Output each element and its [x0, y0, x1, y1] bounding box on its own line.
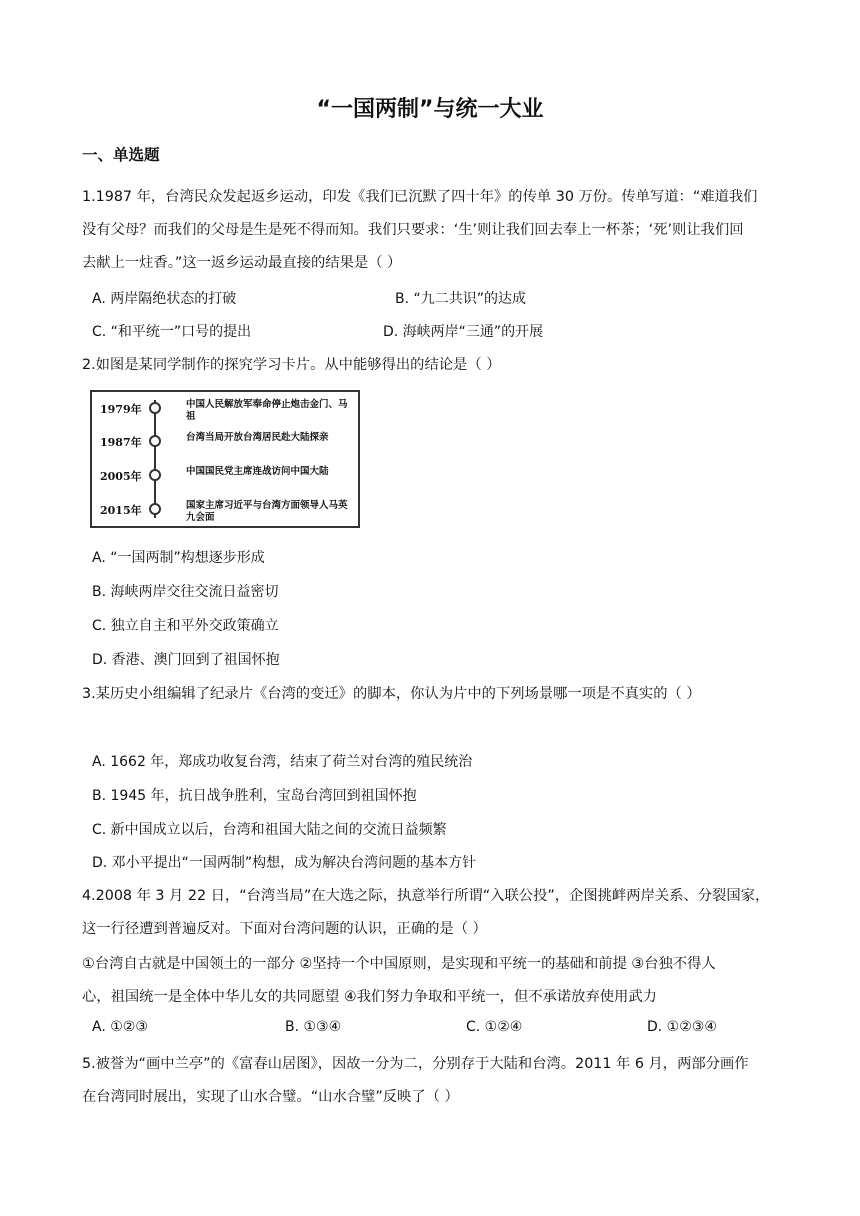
q1-option-d: D. 海峡两岸“三通”的开展 [383, 324, 544, 340]
q5-stem-line-1: 5.被誉为“画中兰亭”的《富春山居图》，因故一分为二，分别存于大陆和台湾。2011 年 6 月，两部分画作 [82, 1056, 749, 1072]
q4-option-d: D. ①②③④ [647, 1019, 717, 1035]
timeline-event: 中国人民解放军奉命停止炮击金门、马祖 [186, 399, 348, 422]
q1-option-a: A. 两岸隔绝状态的打破 [92, 291, 237, 307]
q5-stem-line-2: 在台湾同时展出，实现了山水合璧。“山水合璧”反映了（ ） [82, 1089, 459, 1105]
q1-option-c: C. “和平统一”口号的提出 [92, 324, 252, 340]
timeline-node-icon [149, 469, 161, 481]
q4-stem-line-4: 心，祖国统一是全体中华儿女的共同愿望 ④我们努力争取和平统一，但不承诺放弃使用武力 [82, 989, 657, 1005]
timeline-event: 台湾当局开放台湾居民赴大陆探亲 [186, 432, 329, 443]
section-heading: 一、单选题 [82, 146, 160, 164]
timeline-node-icon [149, 503, 161, 515]
q4-stem-line-3: ①台湾自古就是中国领土的一部分 ②坚持一个中国原则，是实现和平统一的基础和前提 ③台独不得人 [82, 956, 716, 972]
timeline-row [92, 498, 358, 522]
timeline-row [92, 397, 358, 421]
timeline-row [92, 464, 358, 488]
q4-option-b: B. ①③④ [285, 1019, 342, 1035]
q2-option-c: C. 独立自主和平外交政策确立 [92, 618, 279, 634]
timeline-event: 国家主席习近平与台湾方面领导人马英九会面 [186, 500, 348, 523]
q1-option-b: B. “九二共识”的达成 [395, 291, 527, 307]
q1-stem-line-3: 去献上一炷香。”这一返乡运动最直接的结果是（ ） [82, 255, 402, 271]
q3-option-a: A. 1662 年，郑成功收复台湾，结束了荷兰对台湾的殖民统治 [92, 754, 473, 770]
timeline-year: 2015年 [100, 504, 142, 517]
q1-stem-line-1: 1.1987 年，台湾民众发起返乡运动，印发《我们已沉默了四十年》的传单 30 万份。传单写道：“难道我们 [82, 189, 758, 205]
timeline-card-image [90, 390, 360, 528]
timeline-year: 1979年 [100, 403, 142, 416]
q1-stem-line-2: 没有父母？而我们的父母是生是死不得而知。我们只要求：‘生’则让我们回去奉上一杯茶；‘死’则让我们回 [82, 222, 744, 238]
q3-option-c: C. 新中国成立以后，台湾和祖国大陆之间的交流日益频繁 [92, 822, 447, 838]
q2-option-b: B. 海峡两岸交往交流日益密切 [92, 584, 279, 600]
q3-option-b: B. 1945 年，抗日战争胜利，宝岛台湾回到祖国怀抱 [92, 788, 417, 804]
timeline-year: 2005年 [100, 470, 142, 483]
timeline-node-icon [149, 402, 161, 414]
q3-option-d: D. 邓小平提出“一国两制”构想，成为解决台湾问题的基本方针 [92, 855, 477, 871]
q4-stem-line-1: 4.2008 年 3 月 22 日，“台湾当局”在大选之际，执意举行所谓“入联公投”，企图挑衅两岸关系、分裂国家， [82, 888, 770, 904]
timeline-year: 1987年 [100, 436, 142, 449]
timeline-event: 中国国民党主席连战访问中国大陆 [186, 466, 329, 477]
q2-option-a: A. “一国两制”构想逐步形成 [92, 550, 265, 566]
q2-option-d: D. 香港、澳门回到了祖国怀抱 [92, 652, 280, 668]
q4-stem-line-2: 这一行径遭到普遍反对。下面对台湾问题的认识，正确的是（ ） [82, 921, 487, 937]
q2-stem-line-1: 2.如图是某同学制作的探究学习卡片。从中能够得出的结论是（ ） [82, 357, 501, 373]
q3-stem-line-1: 3.某历史小组编辑了纪录片《台湾的变迁》的脚本，你认为片中的下列场景哪一项是不真实的（ ） [82, 686, 701, 702]
timeline-row [92, 430, 358, 454]
q4-option-a: A. ①②③ [92, 1019, 148, 1035]
document-title: “一国两制”与统一大业 [316, 97, 544, 122]
q4-option-c: C. ①②④ [466, 1019, 523, 1035]
timeline-node-icon [149, 435, 161, 447]
